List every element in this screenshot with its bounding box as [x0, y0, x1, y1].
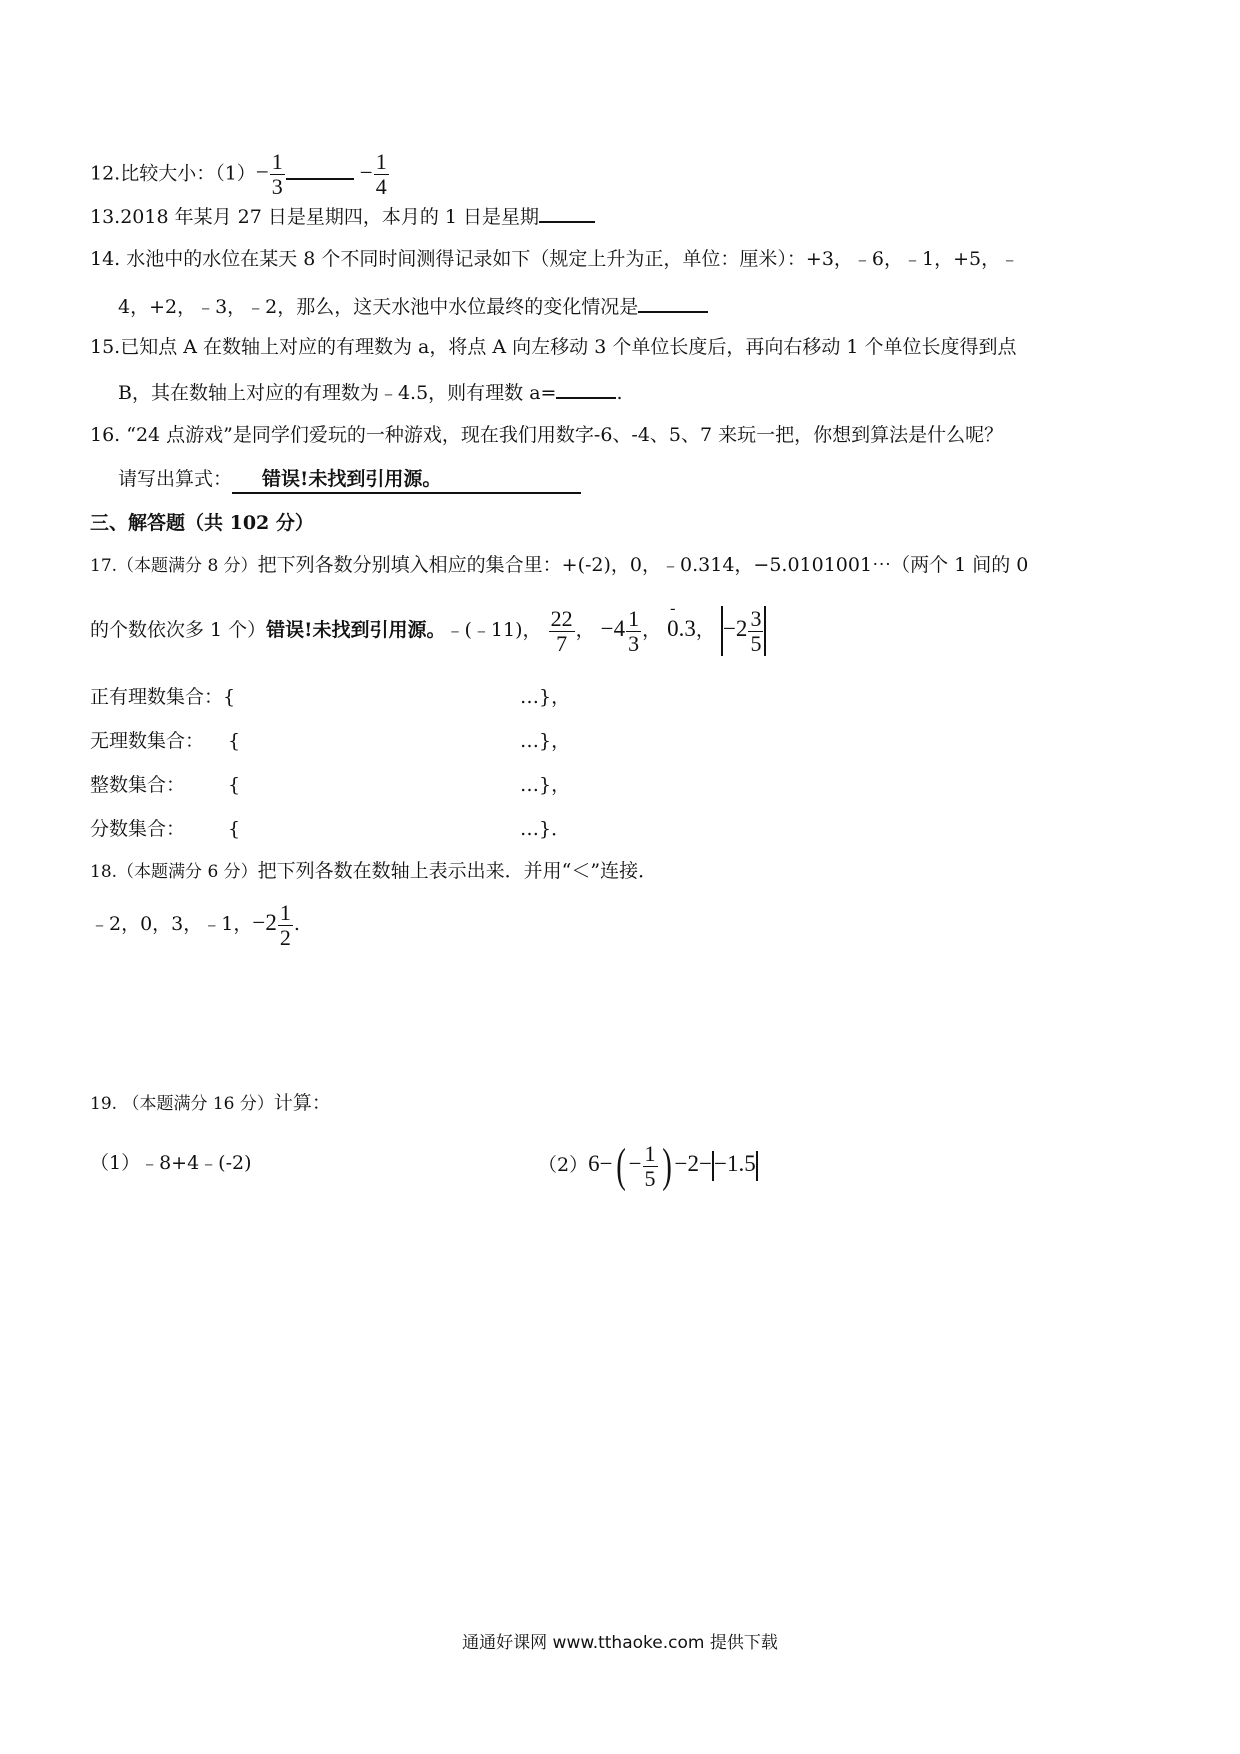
question-16-line2: 请写出算式： 错误!未找到引用源。 — [118, 466, 581, 494]
q19-fraction-1-5: $\frac{1}{5}$ — [644, 1140, 656, 1191]
q17-mixed-4-1-3: $\frac{1}{3}$ — [628, 605, 640, 656]
q13-answer-blank — [539, 221, 595, 223]
question-12: 12.比较大小：（1）− $\frac{1}{3}$ − $\frac{1}{4}$ — [90, 149, 387, 199]
q16-answer: 错误!未找到引用源。 — [232, 466, 581, 494]
question-17-line1: 17.（本题满分 8 分）把下列各数分别填入相应的集合里：+(-2)，0，﹣0.314，−5.0101001⋯（两个 1 间的 0 — [90, 554, 1029, 576]
q12-left-fraction: $\frac{1}{3}$ — [271, 149, 283, 199]
q17-abs-mixed-2-3-5: $\frac{3}{5}$ — [750, 605, 762, 656]
section-3-title: 三、解答题（共 102 分） — [90, 512, 314, 534]
question-15-line2: B，其在数轴上对应的有理数为﹣4.5，则有理数 a= . — [118, 382, 623, 404]
question-19: 19. （本题满分 16 分）计算： — [90, 1092, 331, 1114]
question-13: 13.2018 年某月 27 日是星期四，本月的 1 日是星期 — [90, 204, 595, 230]
q19-part-1: （1）﹣8+4﹣(-2) — [90, 1152, 252, 1174]
q15-answer-blank — [556, 397, 616, 399]
q17-repeating-decimal: - 0.3 — [667, 600, 696, 658]
page-footer: 通通好课网 www.tthaoke.com 提供下载 — [462, 1633, 778, 1653]
question-16-line1: 16. “24 点游戏”是同学们爱玩的一种游戏，现在我们用数字-6、-4、5、7 来玩一把，你想到算法是什么呢？ — [90, 424, 1004, 446]
question-17-line2: 的个数依次多 1 个）错误!未找到引用源。﹣(﹣11)， $\frac{22}{7}$ ， −4 $\frac{1}{3}$ ， - 0.3， −2 $\frac{3}{5}$ — [90, 600, 766, 659]
q12-label: 12.比较大小：（1） — [90, 162, 256, 185]
q17-set-irrational: 无理数集合： { …}， — [90, 730, 571, 752]
q12-right-fraction: $\frac{1}{4}$ — [375, 149, 387, 199]
q17-fraction-22-7: $\frac{22}{7}$ — [550, 605, 573, 656]
q17-set-integer: 整数集合： { …}， — [90, 774, 571, 796]
question-18: 18.（本题满分 6 分）把下列各数在数轴上表示出来．并用“＜”连接． — [90, 860, 658, 882]
question-14-line2: 4，+2，﹣3，﹣2，那么，这天水池中水位最终的变化情况是 — [118, 294, 708, 320]
q18-numbers: ﹣2，0，3，﹣1，−2 $\frac{1}{2}$ . — [90, 899, 300, 950]
question-14-line1: 14. 水池中的水位在某天 8 个不同时间测得记录如下（规定上升为正，单位：厘米）：+3，﹣6，﹣1，+5，﹣ — [90, 248, 1020, 270]
q12-answer-blank — [286, 178, 354, 180]
q18-mixed-2-1-2: $\frac{1}{2}$ — [279, 899, 291, 950]
q14-answer-blank — [638, 311, 708, 313]
question-15-line1: 15.已知点 A 在数轴上对应的有理数为 a，将点 A 向左移动 3 个单位长度后，再向右移动 1 个单位长度得到点 — [90, 336, 1017, 358]
q17-set-fraction: 分数集合： { …}． — [90, 818, 571, 840]
q19-part-2: （2）6−( − $\frac{1}{5}$ ) −2−−1.5 — [538, 1139, 756, 1192]
q17-set-positive-rational: 正有理数集合：{ …}， — [90, 686, 571, 708]
